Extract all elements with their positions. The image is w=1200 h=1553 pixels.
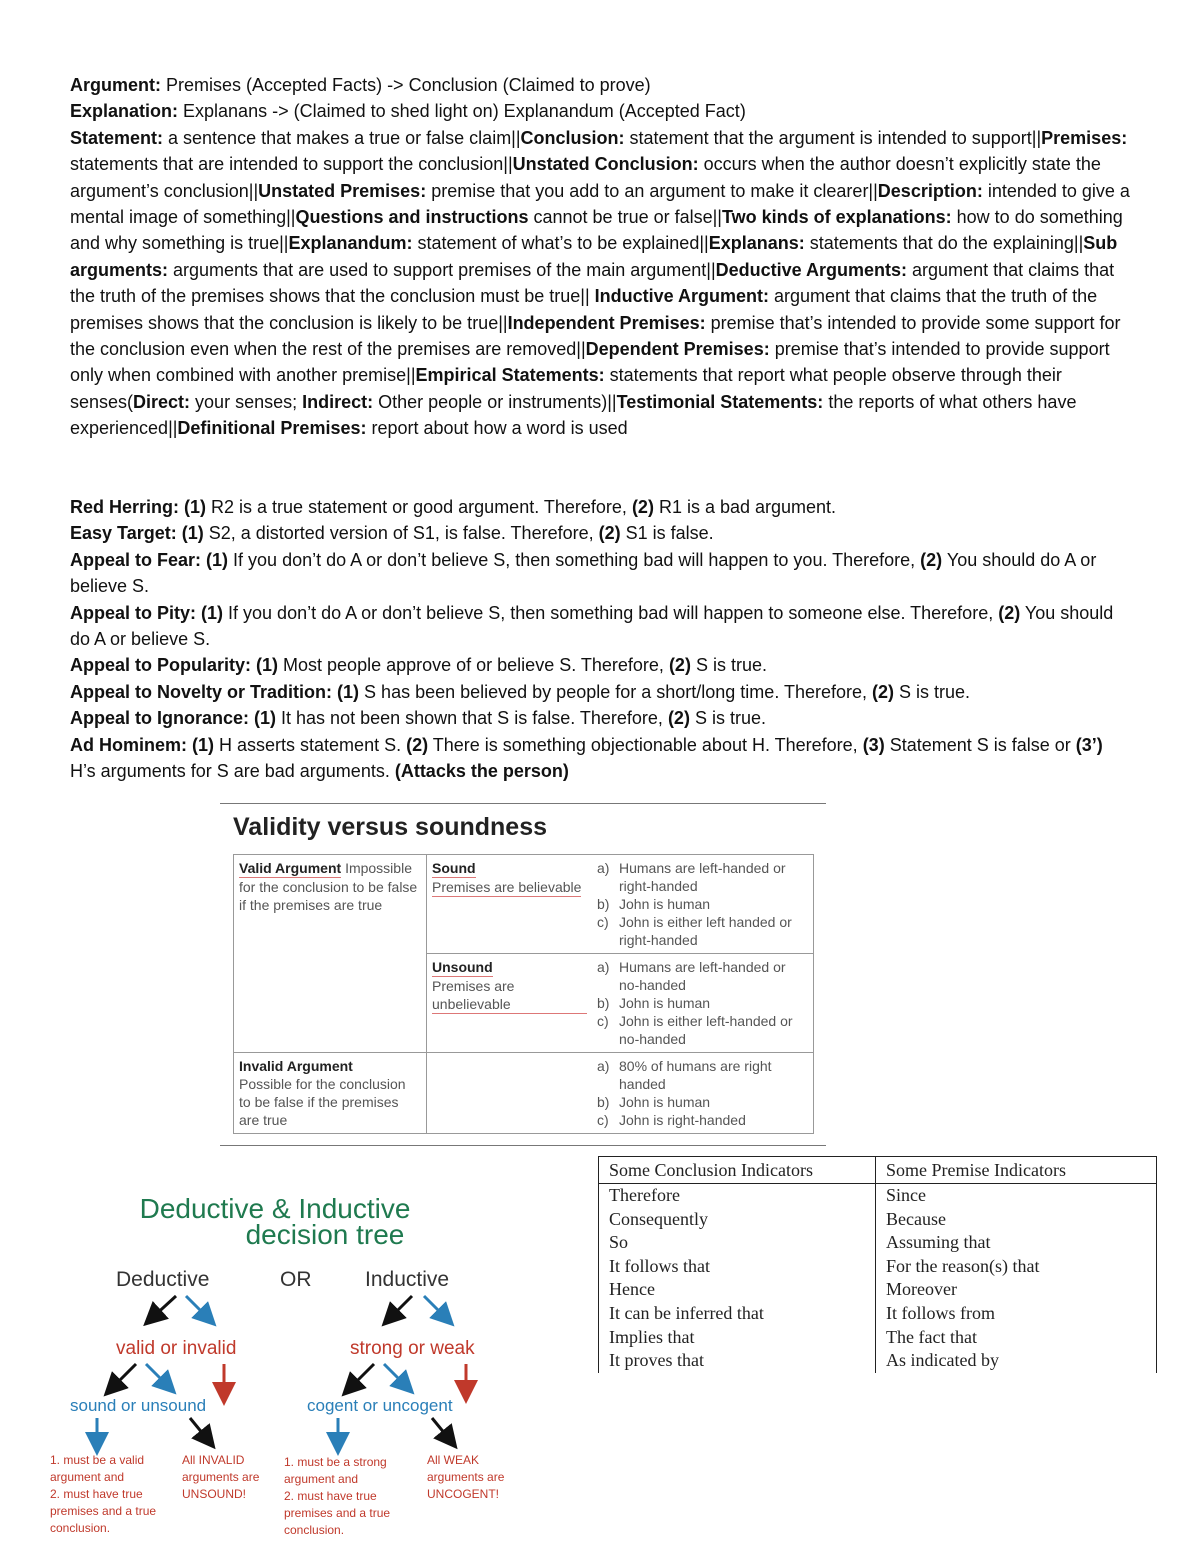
fallacy-appeal-to-novelty: Appeal to Novelty or Tradition: (1) S has been believed by people for a short/long time. Therefore, (2) S is true. [70, 681, 971, 702]
definitions-paragraph: Statement: a sentence that makes a true or false claim||Conclusion: statement that the argument is intended to support||Premises: statements that are intended to support the conclusion||Unstated Conclusion: occurs when the author doesn’t explicitly state the argument’s conclusion||Unstated Premises: premise that you add to an argument to make it clearer||Description: intended to give a mental image of something||Questions and instructions cannot be true or false||Two kinds of explanations: how to do something and why something is true||Explanandum: statement of what’s to be explained||Explanans: statements that do the explaining||Sub arguments: arguments that are used to support premises of the main argument||Deductive Arguments: argument that claims that the truth of the premises shows that the conclusion must be true|| Inductive Argument: argument that claims that the truth of the premises shows that the conclusion is likely to be true||Independent Premises: premise that’s intended to provide some support for the conclusion even when the rest of the premises are removed||Dependent Premises: premise that’s intended to provide support only when combined with another premise||Empirical Statements: statements that report what people observe through their senses(Direct: your senses; Indirect: Other people or instruments)||Testimonial Statements: the reports of what others have experienced||Definitional Premises: report about how a word is used [70, 127, 1130, 439]
deductive-label: Deductive [116, 1268, 210, 1291]
indicators-table [598, 1156, 1157, 1373]
figure-top-rule [220, 803, 826, 804]
fallacies-list [70, 494, 1132, 784]
list-item: b) John is human [597, 1094, 711, 1110]
premise-indicators-header: Some Premise Indicators [876, 1157, 1157, 1184]
or-label: OR [280, 1268, 312, 1291]
strong-weak-label: strong or weak [350, 1338, 475, 1359]
figure-title: Validity versus soundness [233, 813, 548, 841]
sound-example-cell [592, 855, 814, 954]
decision-tree [40, 1188, 540, 1548]
arrow-down-left-icon [112, 1364, 136, 1388]
fallacy-red-herring: Red Herring: (1) R2 is a true statement or good argument. Therefore, (2) R1 is a bad argument. [70, 497, 837, 517]
figure-bottom-rule [220, 1145, 826, 1146]
list-item: a) 80% of humans are right handed [597, 1058, 772, 1092]
arrow-down-right-icon [186, 1296, 208, 1318]
fallacy-appeal-to-pity: Appeal to Pity: (1) If you don’t do A or don’t believe S, then something bad will happen to someone else. Therefore, (2) You should do A or believe S. [70, 602, 1114, 650]
sound-unsound-label: sound or unsound [70, 1396, 207, 1415]
fallacy-appeal-to-ignorance: Appeal to Ignorance: (1) It has not been shown that S is false. Therefore, (2) S is true. [70, 708, 766, 729]
cogent-uncogent-label: cogent or uncogent [307, 1396, 453, 1415]
premise-indicators-list: Since Because Assuming that For the reason(s) that Moreover It follows from The fact that As indicated by [876, 1184, 1157, 1373]
list-item: c) John is either left handed or right-handed [597, 914, 792, 948]
list-item: c) John is right-handed [597, 1112, 746, 1128]
arrow-down-left-icon [152, 1296, 176, 1318]
inductive-label: Inductive [365, 1268, 450, 1291]
list-item: b) John is human [597, 995, 711, 1011]
unsound-example-cell [592, 954, 814, 1053]
fallacy-ad-hominem: Ad Hominem: (1) H asserts statement S. (2) There is something objectionable about H. Therefore, (3) Statement S is false or (3’) H’s arguments for S are bad arguments. (Attacks the person) [70, 734, 1103, 782]
list-item: a) Humans are left-handed or right-handed [597, 860, 786, 894]
unsound-cell: Unsound Premises are unbelievable [427, 954, 593, 1053]
arrow-down-right-icon [190, 1418, 208, 1440]
conclusion-indicators-header: Some Conclusion Indicators [599, 1157, 876, 1184]
arrow-down-left-icon [350, 1364, 374, 1388]
tree-title-line1: Deductive & Inductive [139, 1193, 411, 1224]
sound-cell: Sound Premises are believable [427, 855, 593, 954]
list-item: c) John is either left-handed or no-handed [597, 1013, 793, 1047]
arrow-down-left-icon [390, 1296, 412, 1318]
list-item: b) John is human [597, 896, 711, 912]
arrow-down-right-icon [146, 1364, 168, 1386]
list-item: a) Humans are left-handed or no-handed [597, 959, 786, 993]
argument-def: Argument: Premises (Accepted Facts) -> Conclusion (Claimed to prove) [70, 75, 651, 95]
arrow-down-right-icon [424, 1296, 446, 1318]
arrow-down-right-icon [384, 1364, 406, 1386]
fallacy-appeal-to-fear: Appeal to Fear: (1) If you don’t do A or don’t believe S, then something bad will happen to you. Therefore, (2) You should do A or believe S. [70, 549, 1097, 597]
glossary [70, 72, 1132, 442]
conclusion-indicators-list: Therefore Consequently So It follows that Hence It can be inferred that Implies that It proves that [599, 1184, 876, 1373]
weak-note: All WEAK arguments are UNCOGENT! [427, 1453, 505, 1501]
valid-argument-cell: Valid Argument Impossible for the conclusion to be false if the premises are true [234, 855, 427, 1053]
inductive-note: 1. must be a strong argument and 2. must have true premises and a true conclusion. [284, 1455, 391, 1537]
fallacy-appeal-to-popularity: Appeal to Popularity: (1) Most people approve of or believe S. Therefore, (2) S is true. [70, 655, 767, 676]
invalid-note: All INVALID arguments are UNSOUND! [182, 1453, 260, 1501]
invalid-example-cell [592, 1053, 814, 1134]
validity-table [233, 854, 814, 1134]
empty-cell [427, 1053, 593, 1134]
invalid-argument-cell: Invalid Argument Possible for the conclusion to be false if the premises are true [234, 1053, 427, 1134]
explanation-def: Explanation: Explanans -> (Claimed to shed light on) Explanandum (Accepted Fact) [70, 101, 746, 122]
deductive-note: 1. must be a valid argument and 2. must have true premises and a true conclusion. [50, 1453, 157, 1535]
fallacy-easy-target: Easy Target: (1) S2, a distorted version of S1, is false. Therefore, (2) S1 is false. [70, 523, 714, 544]
arrow-down-right-icon [432, 1418, 450, 1440]
tree-title-line2: decision tree [245, 1219, 405, 1250]
valid-invalid-label: valid or invalid [116, 1338, 237, 1359]
validity-soundness-figure [220, 803, 826, 1147]
